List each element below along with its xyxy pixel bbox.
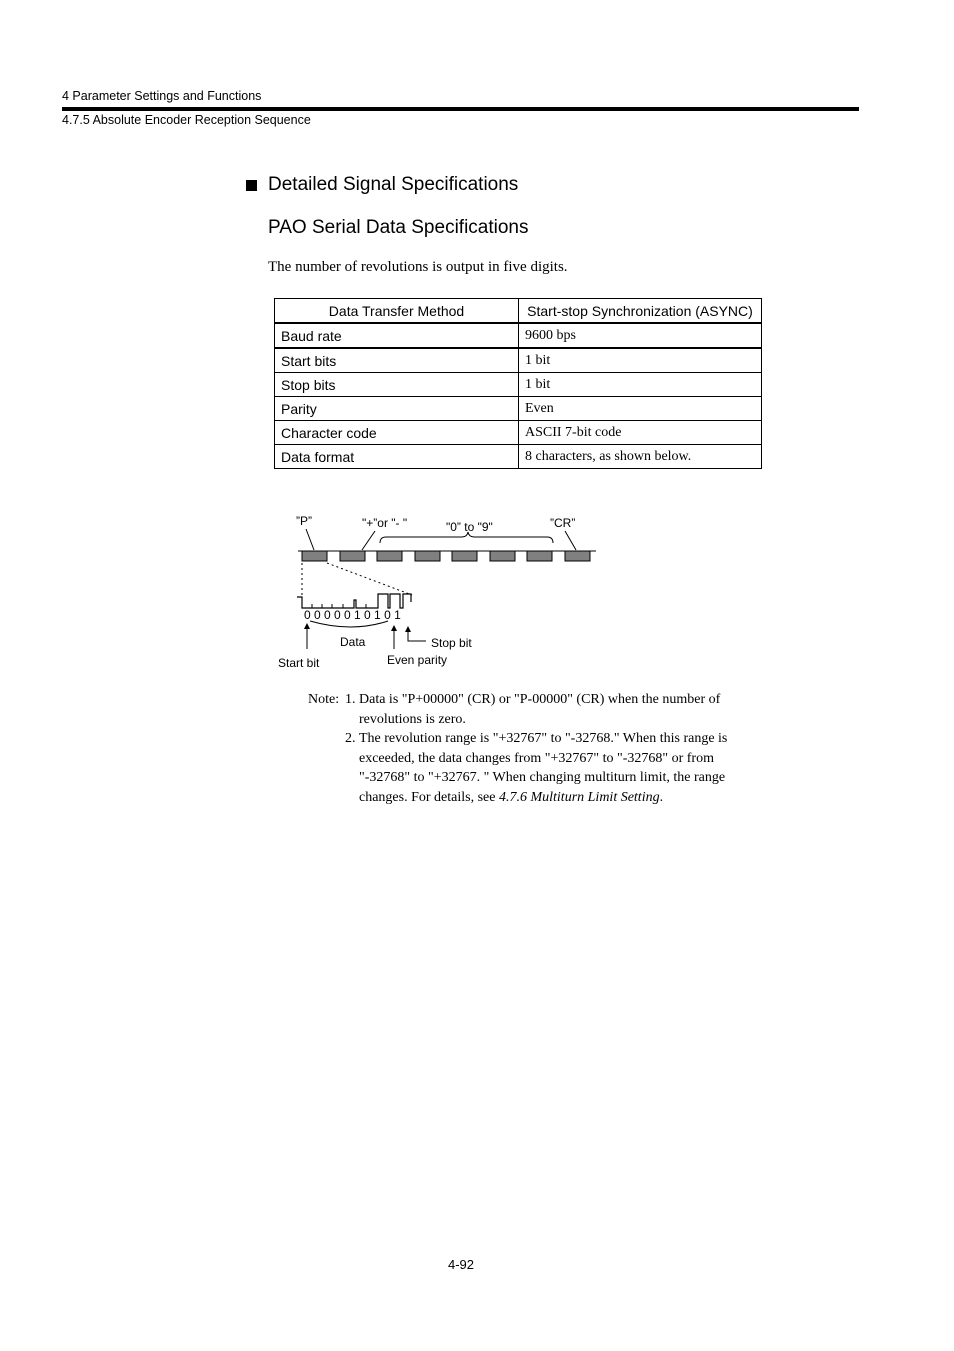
section-heading-text: Detailed Signal Specifications	[268, 174, 519, 195]
table-row	[275, 373, 762, 397]
header-rule	[62, 107, 859, 111]
char-block-digit	[527, 551, 552, 561]
note-number: 2.	[345, 731, 356, 746]
label-sign: "+”or "- "	[362, 516, 408, 530]
label-even-parity: Even parity	[387, 653, 448, 667]
table-cell-value: 8 characters, as shown below.	[519, 445, 762, 469]
char-block-digit	[377, 551, 402, 561]
square-bullet-icon	[246, 180, 257, 191]
char-block-digit	[415, 551, 440, 561]
table-header-cell: Start-stop Synchronization (ASYNC)	[519, 299, 762, 324]
note-item	[308, 729, 768, 807]
section-heading	[246, 174, 518, 196]
table-cell-key: Data format	[275, 445, 519, 469]
label-cr: ”CR”	[550, 516, 576, 530]
bit-waveform	[297, 594, 411, 608]
char-block-sign	[340, 551, 365, 561]
label-data: Data	[340, 635, 366, 649]
table-cell-value: 9600 bps	[519, 323, 762, 348]
table-cell-key: Character code	[275, 421, 519, 445]
pointer-p	[306, 529, 314, 550]
table-header-cell: Data Transfer Method	[275, 299, 519, 324]
table-row	[275, 348, 762, 373]
note-number: 1.	[345, 692, 356, 707]
char-block-digit	[490, 551, 515, 561]
arrow-up-icon	[304, 623, 310, 629]
table-cell-value: ASCII 7-bit code	[519, 421, 762, 445]
note-text: Data is "P+00000" (CR) or "P-00000" (CR) when the number of revolutions is zero.	[359, 692, 721, 727]
note-label: Note:	[308, 692, 340, 707]
label-stop-bit: Stop bit	[431, 636, 472, 650]
label-digits: "0” to "9"	[446, 520, 493, 534]
bit-values: 0 0 0 0 0 1 0 1 0 1	[304, 608, 401, 622]
table-header-row	[275, 299, 762, 324]
subsection-heading: PAO Serial Data Specifications	[268, 217, 529, 238]
char-block-p	[302, 551, 327, 561]
char-block-cr	[565, 551, 590, 561]
table-cell-key: Baud rate	[275, 323, 519, 348]
page-number: 4-92	[448, 1257, 475, 1272]
pointer-cr	[565, 531, 576, 550]
serial-data-diagram	[270, 505, 610, 680]
notes-block	[308, 690, 768, 807]
running-header-section: 4.7.5 Absolute Encoder Reception Sequence	[62, 113, 311, 127]
cross-reference: 4.7.6 Multiturn Limit Setting	[498, 789, 660, 805]
specification-table	[274, 298, 762, 469]
table-cell-value: Even	[519, 397, 762, 421]
table-row	[275, 445, 762, 469]
label-p: ”P”	[296, 514, 312, 528]
note-item	[308, 690, 768, 729]
arrow-up-icon	[391, 625, 397, 631]
label-start-bit: Start bit	[278, 656, 320, 670]
pointer-sign	[362, 531, 375, 550]
table-cell-value: 1 bit	[519, 348, 762, 373]
table-cell-key: Parity	[275, 397, 519, 421]
note-text: The revolution range is "+32767" to "-32768." When this range is exceeded, the data changes from "+32767" to "-32768" or from "-32768" to "+32767. " When changing multiturn limit, the range changes. For details, see 4.7.6 Multiturn Limit Setting.	[359, 731, 728, 805]
table-cell-value: 1 bit	[519, 373, 762, 397]
intro-paragraph: The number of revolutions is output in five digits.	[268, 259, 568, 275]
table-cell-key: Stop bits	[275, 373, 519, 397]
arrow-up-icon	[405, 626, 411, 632]
table-row	[275, 323, 762, 348]
expansion-line-right	[327, 563, 412, 595]
table-row	[275, 397, 762, 421]
table-cell-key: Start bits	[275, 348, 519, 373]
character-blocks	[302, 551, 590, 561]
table-row	[275, 421, 762, 445]
char-block-digit	[452, 551, 477, 561]
running-header-chapter: 4 Parameter Settings and Functions	[62, 89, 262, 103]
stop-bit-arrow	[408, 631, 426, 641]
